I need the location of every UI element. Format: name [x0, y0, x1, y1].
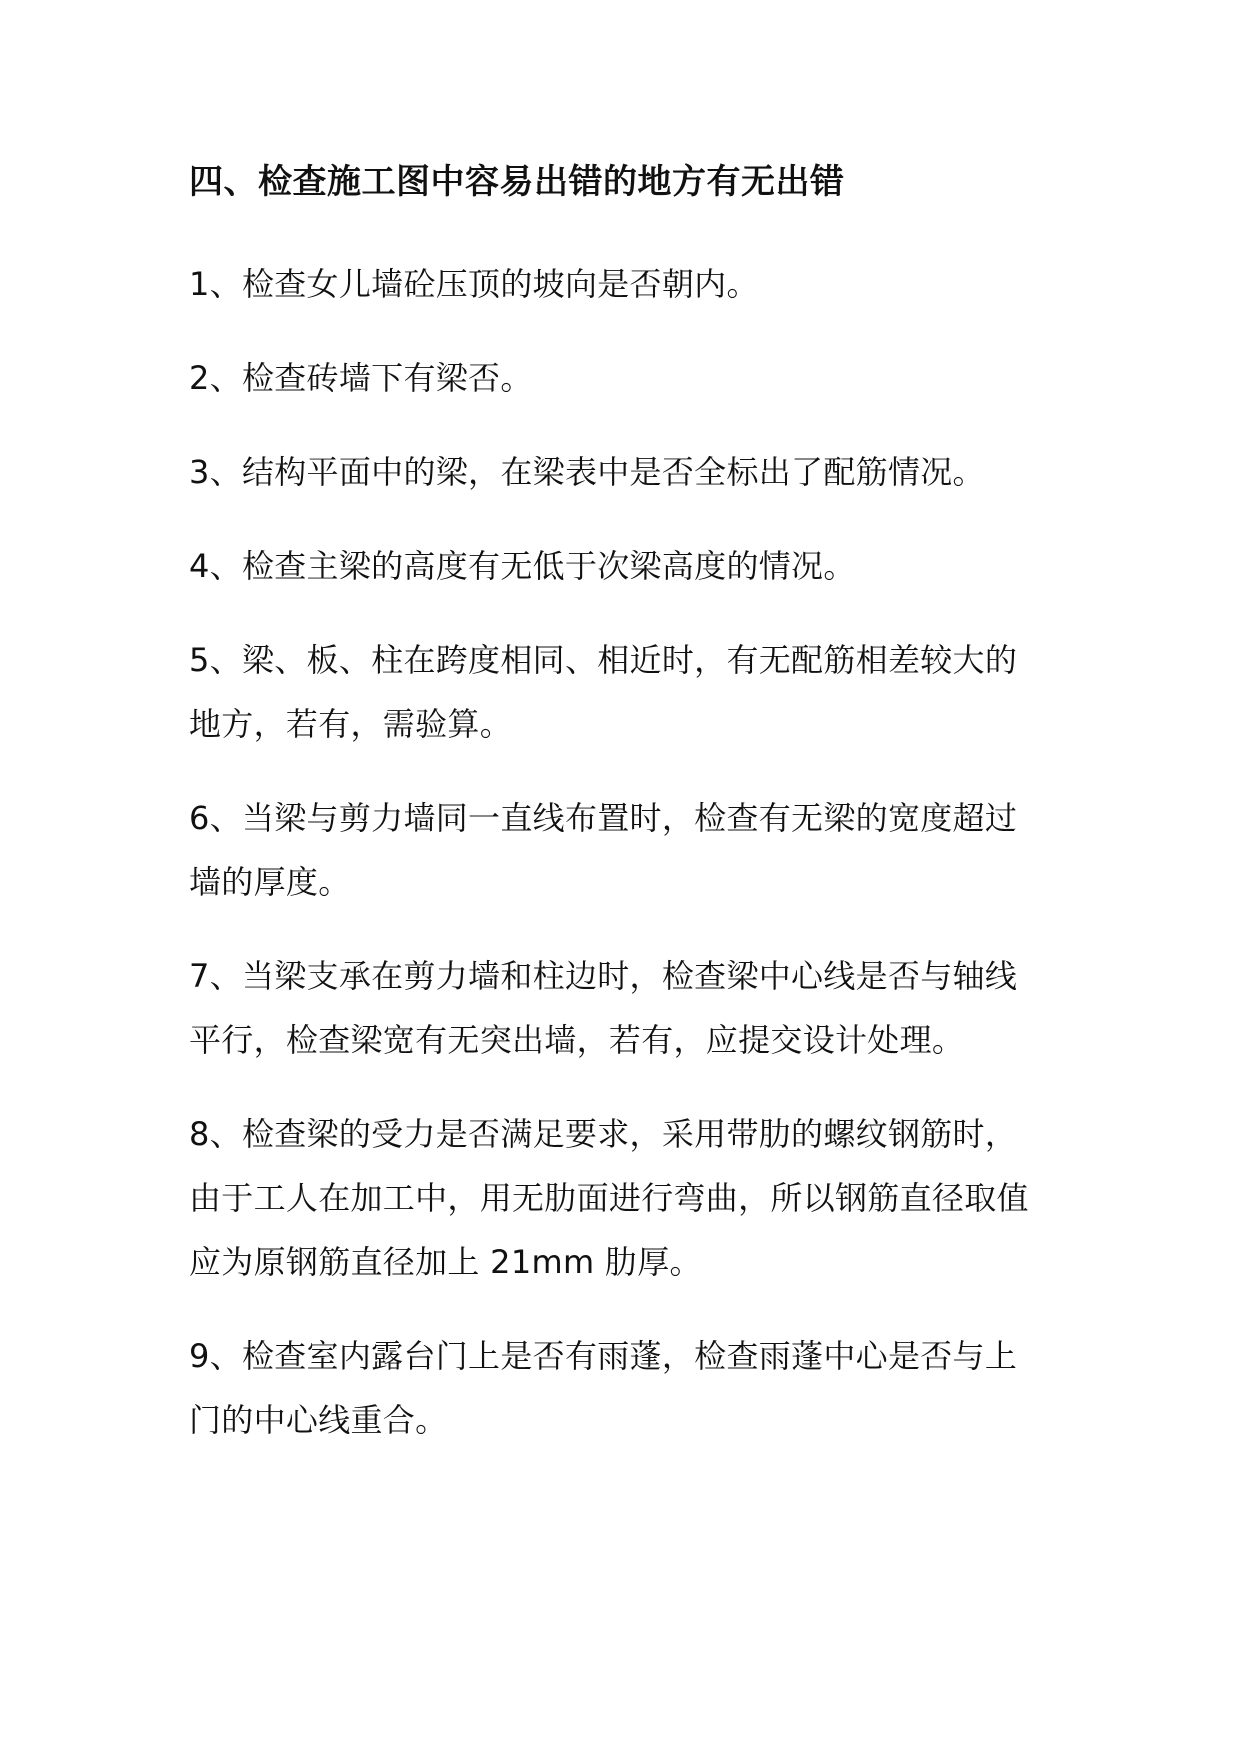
item-line: 7、当梁支承在剪力墙和柱边时，检查梁中心线是否与轴线: [189, 957, 1018, 995]
document-page: [189, 160, 1069, 1482]
item-line: 4、检查主梁的高度有无低于次梁高度的情况。: [189, 547, 856, 585]
item-line: 3、结构平面中的梁，在梁表中是否全标出了配筋情况。: [189, 453, 985, 491]
item-line: 9、检查室内露台门上是否有雨蓬，检查雨蓬中心是否与上: [189, 1337, 1018, 1375]
item-line: 地方，若有，需验算。: [189, 705, 513, 743]
list-item-1: [189, 252, 1069, 316]
list-item-4: [189, 534, 1069, 598]
item-line: 墙的厚度。: [189, 863, 351, 901]
item-line: 8、检查梁的受力是否满足要求，采用带肋的螺纹钢筋时，: [189, 1115, 1018, 1153]
list-item-5: [189, 628, 1069, 756]
item-line: 平行，检查梁宽有无突出墙，若有，应提交设计处理。: [189, 1021, 965, 1059]
list-item-7: [189, 944, 1069, 1072]
list-item-6: [189, 786, 1069, 914]
item-line: 由于工人在加工中，用无肋面进行弯曲，所以钢筋直径取值: [189, 1179, 1029, 1217]
section-heading: 四、检查施工图中容易出错的地方有无出错: [189, 162, 845, 202]
list-item-9: [189, 1324, 1069, 1452]
item-line: 门的中心线重合。: [189, 1401, 448, 1439]
item-line: 5、梁、板、柱在跨度相同、相近时，有无配筋相差较大的: [189, 641, 1018, 679]
item-line: 应为原钢筋直径加上 21mm 肋厚。: [189, 1243, 702, 1281]
list-item-2: [189, 346, 1069, 410]
list-item-8: [189, 1102, 1069, 1294]
item-line: 6、当梁与剪力墙同一直线布置时，检查有无梁的宽度超过: [189, 799, 1018, 837]
item-line: 2、检查砖墙下有梁否。: [189, 359, 533, 397]
list-item-3: [189, 440, 1069, 504]
item-line: 1、检查女儿墙砼压顶的坡向是否朝内。: [189, 265, 759, 303]
